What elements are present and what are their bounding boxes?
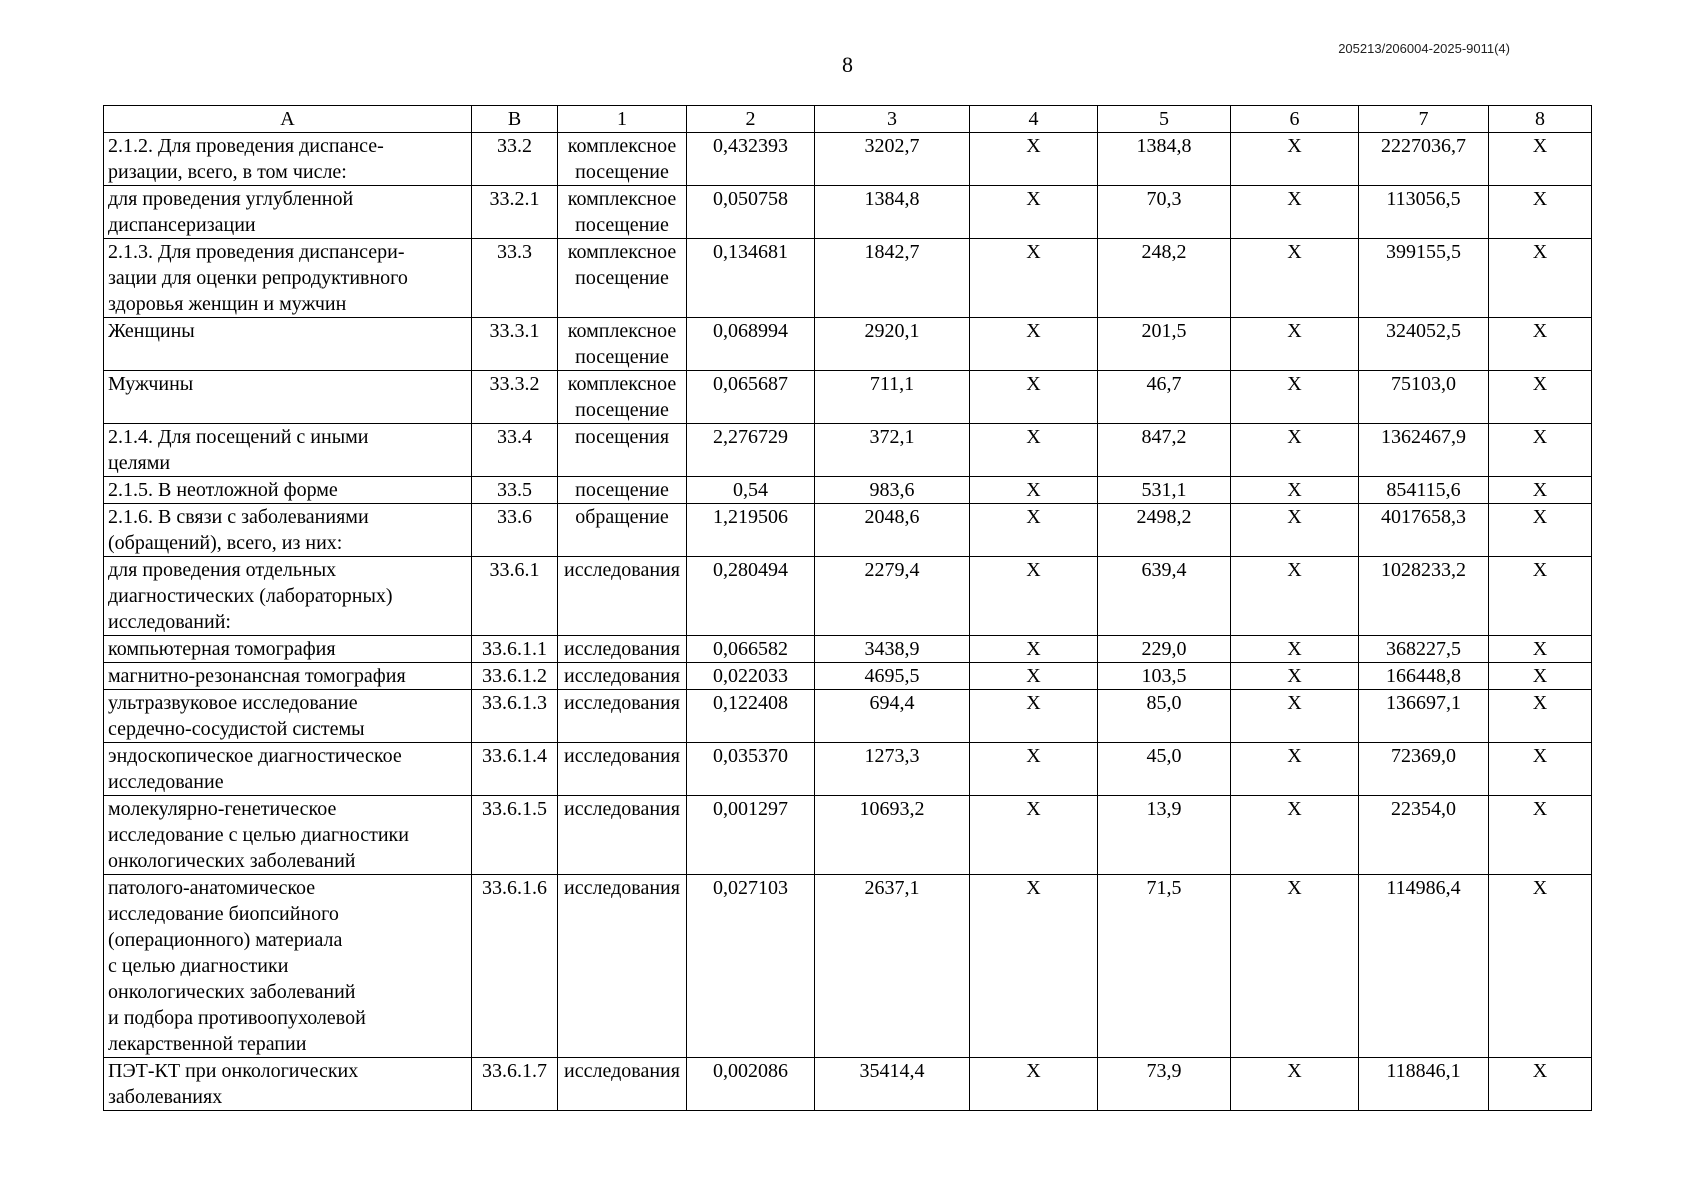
value-cell: 73,9 — [1098, 1058, 1231, 1111]
table-row — [104, 239, 1592, 318]
value-cell: X — [1489, 796, 1592, 875]
value-cell: X — [1231, 239, 1359, 318]
value-cell: 22354,0 — [1359, 796, 1489, 875]
row-name-cell: Женщины — [104, 318, 472, 371]
column-header: 2 — [687, 106, 815, 133]
value-cell: 983,6 — [815, 477, 970, 504]
value-cell: X — [1489, 690, 1592, 743]
unit-cell: комплексное посещение — [558, 186, 687, 239]
table-row — [104, 1058, 1592, 1111]
table-row — [104, 636, 1592, 663]
value-cell: 2,276729 — [687, 424, 815, 477]
row-code-cell: 33.6.1.4 — [472, 743, 558, 796]
value-cell: 2048,6 — [815, 504, 970, 557]
column-header: 8 — [1489, 106, 1592, 133]
value-cell: X — [1489, 186, 1592, 239]
table-header — [104, 106, 1592, 133]
row-name-cell: 2.1.5. В неотложной форме — [104, 477, 472, 504]
value-cell: 75103,0 — [1359, 371, 1489, 424]
value-cell: 2279,4 — [815, 557, 970, 636]
value-cell: 166448,8 — [1359, 663, 1489, 690]
value-cell: 847,2 — [1098, 424, 1231, 477]
table-row — [104, 318, 1592, 371]
row-name-cell: патолого-анатомическое исследование биопсийного (операционного) материала с целью диагностики онкологических заболеваний и подбора противоопухолевой лекарственной терапии — [104, 875, 472, 1058]
value-cell: 13,9 — [1098, 796, 1231, 875]
value-cell: X — [970, 477, 1098, 504]
value-cell: X — [1231, 663, 1359, 690]
row-name-cell: ультразвуковое исследование сердечно-сосудистой системы — [104, 690, 472, 743]
value-cell: X — [1489, 371, 1592, 424]
unit-cell: исследования — [558, 636, 687, 663]
unit-cell: комплексное посещение — [558, 318, 687, 371]
value-cell: 0,050758 — [687, 186, 815, 239]
row-name-cell: эндоскопическое диагностическое исследование — [104, 743, 472, 796]
value-cell: X — [1231, 133, 1359, 186]
value-cell: X — [1489, 477, 1592, 504]
value-cell: 324052,5 — [1359, 318, 1489, 371]
column-header: 5 — [1098, 106, 1231, 133]
row-name-cell: для проведения отдельных диагностических (лабораторных) исследований: — [104, 557, 472, 636]
value-cell: 1384,8 — [815, 186, 970, 239]
value-cell: 136697,1 — [1359, 690, 1489, 743]
table-row — [104, 663, 1592, 690]
value-cell: X — [1231, 743, 1359, 796]
data-table — [103, 105, 1592, 1111]
row-code-cell: 33.6.1.5 — [472, 796, 558, 875]
value-cell: 71,5 — [1098, 875, 1231, 1058]
row-code-cell: 33.6.1.6 — [472, 875, 558, 1058]
table-row — [104, 186, 1592, 239]
value-cell: 4017658,3 — [1359, 504, 1489, 557]
table-row — [104, 477, 1592, 504]
row-code-cell: 33.6.1 — [472, 557, 558, 636]
row-code-cell: 33.6.1.1 — [472, 636, 558, 663]
row-name-cell: Мужчины — [104, 371, 472, 424]
value-cell: 368227,5 — [1359, 636, 1489, 663]
value-cell: X — [970, 186, 1098, 239]
value-cell: 248,2 — [1098, 239, 1231, 318]
value-cell: 2637,1 — [815, 875, 970, 1058]
value-cell: 1842,7 — [815, 239, 970, 318]
value-cell: 229,0 — [1098, 636, 1231, 663]
value-cell: X — [1231, 371, 1359, 424]
table-row — [104, 504, 1592, 557]
unit-cell: посещение — [558, 477, 687, 504]
column-header: 7 — [1359, 106, 1489, 133]
value-cell: X — [970, 1058, 1098, 1111]
table-row — [104, 743, 1592, 796]
value-cell: 1384,8 — [1098, 133, 1231, 186]
column-header: 3 — [815, 106, 970, 133]
value-cell: X — [970, 796, 1098, 875]
value-cell: 201,5 — [1098, 318, 1231, 371]
row-name-cell: молекулярно-генетическое исследование с целью диагностики онкологических заболеваний — [104, 796, 472, 875]
value-cell: 0,065687 — [687, 371, 815, 424]
column-header: 6 — [1231, 106, 1359, 133]
value-cell: 711,1 — [815, 371, 970, 424]
value-cell: X — [1489, 636, 1592, 663]
value-cell: 85,0 — [1098, 690, 1231, 743]
value-cell: 1,219506 — [687, 504, 815, 557]
value-cell: X — [970, 504, 1098, 557]
column-header: B — [472, 106, 558, 133]
value-cell: X — [1231, 557, 1359, 636]
value-cell: 0,002086 — [687, 1058, 815, 1111]
value-cell: X — [1489, 239, 1592, 318]
value-cell: 70,3 — [1098, 186, 1231, 239]
row-name-cell: 2.1.6. В связи с заболеваниями (обращений), всего, из них: — [104, 504, 472, 557]
table-row — [104, 424, 1592, 477]
unit-cell: исследования — [558, 1058, 687, 1111]
table-row — [104, 875, 1592, 1058]
value-cell: X — [1231, 636, 1359, 663]
row-name-cell: магнитно-резонансная томография — [104, 663, 472, 690]
value-cell: 3202,7 — [815, 133, 970, 186]
row-code-cell: 33.6 — [472, 504, 558, 557]
value-cell: 2920,1 — [815, 318, 970, 371]
value-cell: X — [970, 743, 1098, 796]
row-code-cell: 33.3 — [472, 239, 558, 318]
value-cell: X — [970, 239, 1098, 318]
value-cell: 2498,2 — [1098, 504, 1231, 557]
value-cell: X — [970, 318, 1098, 371]
row-name-cell: 2.1.3. Для проведения диспансери- зации для оценки репродуктивного здоровья женщин и мужчин — [104, 239, 472, 318]
unit-cell: исследования — [558, 690, 687, 743]
value-cell: X — [1489, 1058, 1592, 1111]
value-cell: X — [970, 424, 1098, 477]
unit-cell: комплексное посещение — [558, 133, 687, 186]
column-header: 4 — [970, 106, 1098, 133]
value-cell: 694,4 — [815, 690, 970, 743]
value-cell: X — [970, 690, 1098, 743]
value-cell: X — [1489, 318, 1592, 371]
value-cell: 114986,4 — [1359, 875, 1489, 1058]
value-cell: X — [970, 371, 1098, 424]
unit-cell: обращение — [558, 504, 687, 557]
value-cell: 0,035370 — [687, 743, 815, 796]
value-cell: 118846,1 — [1359, 1058, 1489, 1111]
value-cell: X — [1489, 557, 1592, 636]
row-code-cell: 33.2 — [472, 133, 558, 186]
value-cell: 113056,5 — [1359, 186, 1489, 239]
value-cell: 854115,6 — [1359, 477, 1489, 504]
value-cell: 103,5 — [1098, 663, 1231, 690]
value-cell: 10693,2 — [815, 796, 970, 875]
value-cell: 4695,5 — [815, 663, 970, 690]
value-cell: 45,0 — [1098, 743, 1231, 796]
unit-cell: исследования — [558, 557, 687, 636]
table-body — [104, 133, 1592, 1111]
table-row — [104, 371, 1592, 424]
value-cell: 0,027103 — [687, 875, 815, 1058]
value-cell: X — [1231, 1058, 1359, 1111]
data-table-container — [103, 105, 1591, 1111]
value-cell: X — [1231, 186, 1359, 239]
value-cell: 639,4 — [1098, 557, 1231, 636]
value-cell: 1273,3 — [815, 743, 970, 796]
unit-cell: комплексное посещение — [558, 371, 687, 424]
value-cell: X — [970, 663, 1098, 690]
value-cell: 0,001297 — [687, 796, 815, 875]
value-cell: X — [1231, 690, 1359, 743]
table-row — [104, 690, 1592, 743]
unit-cell: исследования — [558, 796, 687, 875]
row-code-cell: 33.2.1 — [472, 186, 558, 239]
row-code-cell: 33.6.1.7 — [472, 1058, 558, 1111]
row-name-cell: ПЭТ-КТ при онкологических заболеваниях — [104, 1058, 472, 1111]
row-name-cell: для проведения углубленной диспансеризации — [104, 186, 472, 239]
column-header: 1 — [558, 106, 687, 133]
unit-cell: комплексное посещение — [558, 239, 687, 318]
value-cell: 372,1 — [815, 424, 970, 477]
value-cell: X — [1489, 424, 1592, 477]
value-cell: 0,066582 — [687, 636, 815, 663]
row-code-cell: 33.5 — [472, 477, 558, 504]
value-cell: X — [1231, 796, 1359, 875]
value-cell: X — [1231, 477, 1359, 504]
value-cell: 0,280494 — [687, 557, 815, 636]
value-cell: X — [970, 133, 1098, 186]
value-cell: X — [1489, 504, 1592, 557]
unit-cell: посещения — [558, 424, 687, 477]
value-cell: 2227036,7 — [1359, 133, 1489, 186]
row-name-cell: компьютерная томография — [104, 636, 472, 663]
value-cell: 0,122408 — [687, 690, 815, 743]
table-row — [104, 557, 1592, 636]
value-cell: X — [1489, 663, 1592, 690]
value-cell: 0,068994 — [687, 318, 815, 371]
row-code-cell: 33.4 — [472, 424, 558, 477]
table-row — [104, 133, 1592, 186]
value-cell: X — [1489, 875, 1592, 1058]
value-cell: 399155,5 — [1359, 239, 1489, 318]
row-code-cell: 33.3.1 — [472, 318, 558, 371]
value-cell: 3438,9 — [815, 636, 970, 663]
unit-cell: исследования — [558, 663, 687, 690]
table-row — [104, 796, 1592, 875]
value-cell: X — [1231, 875, 1359, 1058]
row-name-cell: 2.1.2. Для проведения диспансе- ризации, всего, в том числе: — [104, 133, 472, 186]
column-header: A — [104, 106, 472, 133]
header-row — [104, 106, 1592, 133]
value-cell: X — [1231, 318, 1359, 371]
value-cell: X — [1231, 424, 1359, 477]
value-cell: X — [1231, 504, 1359, 557]
value-cell: X — [1489, 133, 1592, 186]
value-cell: 0,54 — [687, 477, 815, 504]
value-cell: 0,432393 — [687, 133, 815, 186]
row-code-cell: 33.3.2 — [472, 371, 558, 424]
value-cell: 1362467,9 — [1359, 424, 1489, 477]
unit-cell: исследования — [558, 875, 687, 1058]
value-cell: 0,134681 — [687, 239, 815, 318]
value-cell: 531,1 — [1098, 477, 1231, 504]
row-name-cell: 2.1.4. Для посещений с иными целями — [104, 424, 472, 477]
unit-cell: исследования — [558, 743, 687, 796]
row-code-cell: 33.6.1.3 — [472, 690, 558, 743]
value-cell: 35414,4 — [815, 1058, 970, 1111]
value-cell: 72369,0 — [1359, 743, 1489, 796]
value-cell: X — [970, 557, 1098, 636]
page-number: 8 — [842, 52, 853, 77]
value-cell: X — [1489, 743, 1592, 796]
document-code: 205213/206004-2025-9011(4) — [1338, 41, 1510, 56]
value-cell: X — [970, 875, 1098, 1058]
value-cell: X — [970, 636, 1098, 663]
value-cell: 0,022033 — [687, 663, 815, 690]
value-cell: 46,7 — [1098, 371, 1231, 424]
row-code-cell: 33.6.1.2 — [472, 663, 558, 690]
value-cell: 1028233,2 — [1359, 557, 1489, 636]
